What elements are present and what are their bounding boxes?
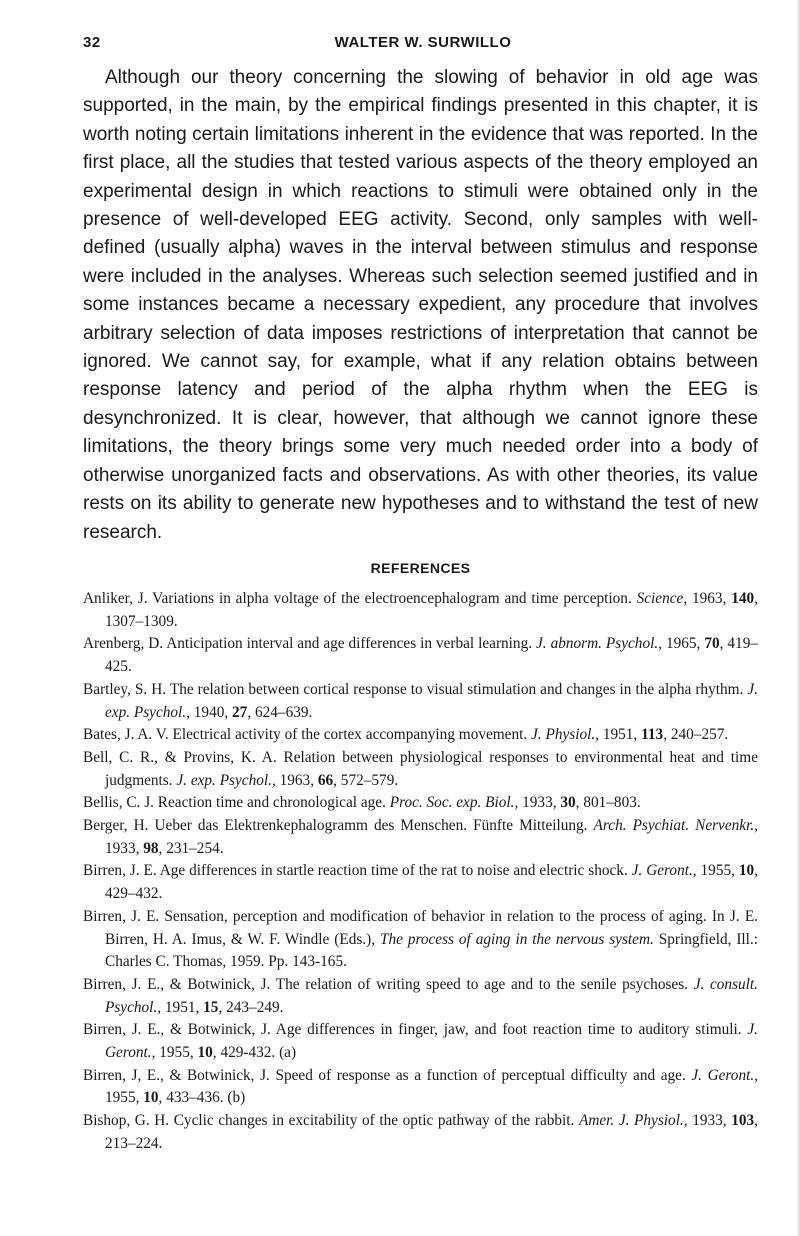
running-header bbox=[83, 28, 763, 54]
body-paragraph: Although our theory concerning the slowing of behavior in old age was supported, in the main, by the empirical findings presented in this chapter, it is worth noting certain limitations inherent in the evidence that was reported. In the first place, all the studies that tested various aspects of the theory employed an experimental design in which reactions to stimuli were obtained only in the presence of well-developed EEG activity. Second, only samples with well-defined (usually alpha) waves in the interval between stimulus and response were included in the analyses. Whereas such selection seemed justified and in some instances became a necessary expedient, any procedure that involves arbitrary selection of data imposes restrictions of interpretation that cannot be ignored. We cannot say, for example, what if any relation obtains between response latency and period of the alpha rhythm when the EEG is desynchronized. It is clear, however, that although we cannot ignore these limitations, the theory brings some very much needed order into a body of otherwise unorganized facts and observations. As with other theories, its value rests on its ability to generate new hypotheses and to withstand the test of new research. bbox=[83, 67, 758, 543]
reference-entry: Birren, J. E., & Botwinick, J. The relation of writing speed to age and to the senile psychoses. J. consult. Psychol., 1951, 15, 243–249. bbox=[83, 975, 759, 1016]
reference-entry: Bartley, S. H. The relation between cortical response to visual stimulation and changes in the alpha rhythm. J. exp. Psychol., 1940, 27, 624–639. bbox=[83, 680, 758, 721]
reference-entry: Birren, J. E. Sensation, perception and modification of behavior in relation to the process of aging. In J. E. Birren, H. A. Imus, & W. F. Windle (Eds.), The process of aging in the nervous system. Springfield, Ill.: Charles C. Thomas, 1959. Pp. 143-165. bbox=[83, 907, 758, 971]
running-head: WALTER W. SURWILLO bbox=[334, 34, 512, 51]
reference-entry: Arenberg, D. Anticipation interval and age differences in verbal learning. J. abnorm. Psychol., 1965, 70, 419–425. bbox=[83, 635, 758, 676]
reference-entry: Bell, C. R., & Provins, K. A. Relation between physiological responses to environmental heat and time judgments. J. exp. Psychol., 1963, 66, 572–579. bbox=[83, 748, 758, 789]
references-heading: REFERENCES bbox=[370, 560, 471, 576]
reference-entry: Bellis, C. J. Reaction time and chronological age. Proc. Soc. exp. Biol., 1933, 30, 801–803. bbox=[83, 794, 641, 812]
reference-entry: Anliker, J. Variations in alpha voltage of the electroencephalogram and time perception. Science, 1963, 140, 1307–1309. bbox=[83, 590, 758, 630]
reference-entry: Birren, J. E. Age differences in startle reaction time of the rat to noise and electric shock. J. Geront., 1955, 10, 429–432. bbox=[83, 862, 758, 903]
references-list bbox=[83, 588, 758, 1156]
reference-entry: Birren, J. E., & Botwinick, J. Age differences in finger, jaw, and foot reaction time to auditory stimuli. J. Geront., 1955, 10, 429-432. (a) bbox=[83, 1021, 758, 1062]
reference-entry: Birren, J, E., & Botwinick, J. Speed of response as a function of perceptual difficulty and age. J. Geront., 1955, 10, 433–436. (b) bbox=[83, 1066, 758, 1107]
reference-entry: Berger, H. Ueber das Elektrenkephalogramm des Menschen. Fünfte Mitteilung. Arch. Psychiat. Nervenkr., 1933, 98, 231–254. bbox=[83, 817, 758, 857]
reference-entry: Bishop, G. H. Cyclic changes in excitability of the optic pathway of the rabbit. Amer. J. Physiol., 1933, 103, 213–224. bbox=[83, 1112, 758, 1152]
reference-entry: Bates, J. A. V. Electrical activity of the cortex accompanying movement. J. Physiol., 1951, 113, 240–257. bbox=[83, 726, 729, 744]
page-number: 32 bbox=[83, 34, 101, 51]
